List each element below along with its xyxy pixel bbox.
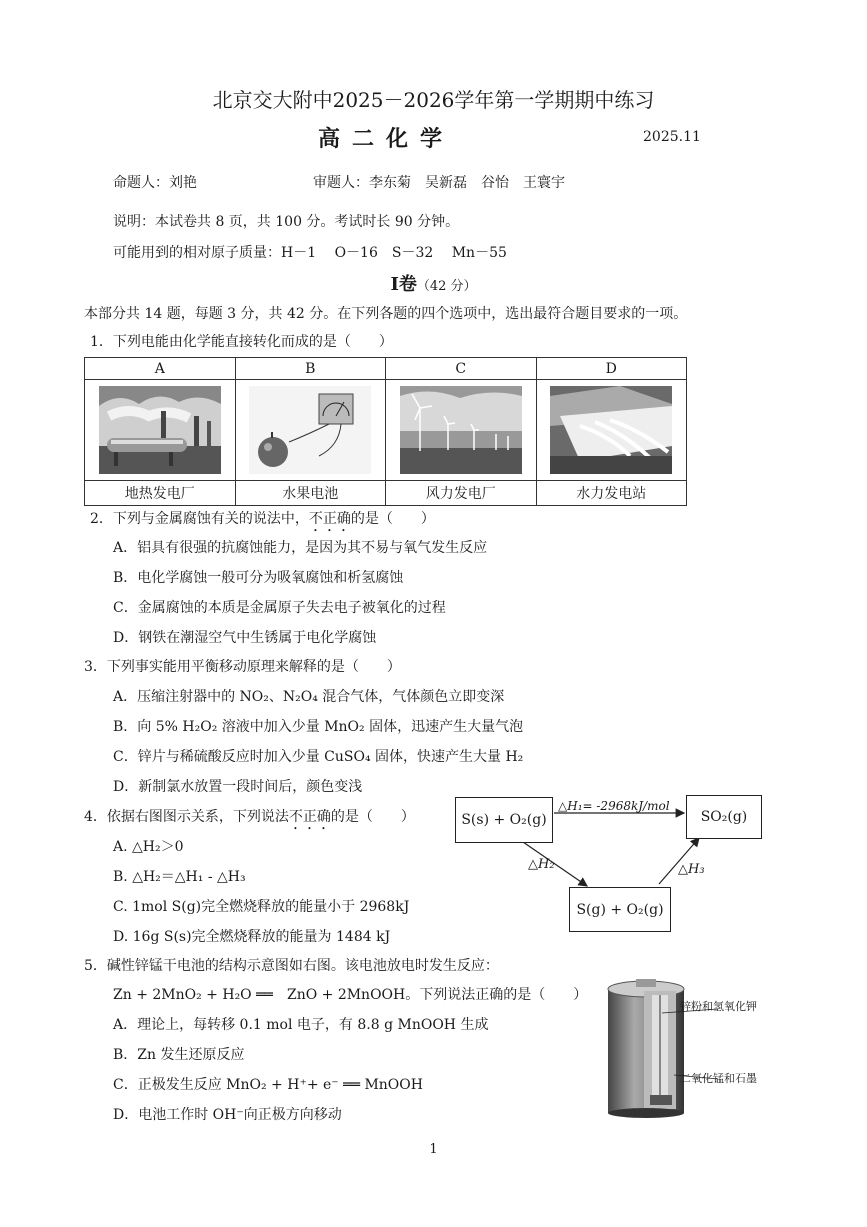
q3-option-b: B．向 5% H₂O₂ 溶液中加入少量 MnO₂ 固体，迅速产生大量气泡	[113, 719, 524, 735]
q5-stem: 5．碱性锌锰干电池的结构示意图如右图。该电池放电时发生反应：	[84, 958, 499, 974]
geothermal-plant-photo	[99, 386, 221, 474]
battery-cutaway-figure	[600, 977, 780, 1119]
fruit-battery-photo	[249, 386, 371, 474]
q1-label-a: 地热发电厂	[85, 481, 236, 506]
q1-label-c: 风力发电厂	[386, 481, 537, 506]
q4-stem-post: 的是（ ）	[330, 809, 415, 825]
q4-stem-emph: 不正确	[288, 809, 331, 825]
label-h3: △H₃	[678, 862, 705, 877]
atomic-masses: 可能用到的相对原子质量：H－1 O－16 S－32 Mn－55	[113, 245, 507, 261]
q4-option-a: A. △H₂＞0	[113, 839, 184, 855]
wind-farm-photo	[400, 386, 522, 474]
q1-photo-b-cell	[235, 380, 386, 481]
exam-date: 2025.11	[643, 129, 701, 145]
q1-photo-c-cell	[386, 380, 537, 481]
page-number: 1	[429, 1142, 438, 1157]
box-s-solid: S(s) + O₂(g)	[455, 797, 553, 843]
q3-option-c: C．锌片与稀硫酸反应时加入少量 CuSO₄ 固体，快速产生大量 H₂	[113, 749, 524, 765]
q5-equation: Zn + 2MnO₂ + H₂O ══ ZnO + 2MnOOH。下列说法正确的是（ ）	[113, 987, 588, 1003]
q1-letter-a: A	[85, 358, 236, 380]
q1-options-table	[84, 357, 687, 506]
label-h2: △H₂	[528, 857, 555, 872]
q2-stem	[90, 508, 435, 535]
q3-option-d: D．新制氯水放置一段时间后，颜色变浅	[113, 779, 363, 795]
q4-option-b: B. △H₂＝△H₁ - △H₃	[113, 869, 246, 885]
battery-label-bottom: 二氧化锰和石墨	[680, 1072, 757, 1085]
q5-option-a: A．理论上，每转移 0.1 mol 电子，有 8.8 g MnOOH 生成	[113, 1017, 489, 1033]
q3-stem: 3．下列事实能用平衡移动原理来解释的是（ ）	[84, 659, 401, 675]
q1-photo-a-cell	[85, 380, 236, 481]
q1-letter-d: D	[536, 358, 687, 380]
q4-option-d: D. 16g S(s)完全燃烧释放的能量为 1484 kJ	[113, 929, 391, 945]
arrow-h3	[659, 838, 699, 884]
q2-option-c: C．金属腐蚀的本质是金属原子失去电子被氧化的过程	[113, 600, 446, 616]
box-s-gas: S(g) + O₂(g)	[569, 887, 671, 932]
q5-option-d: D．电池工作时 OH⁻向正极方向移动	[113, 1107, 342, 1123]
q4-stem	[84, 806, 415, 833]
q2-option-d: D．钢铁在潮湿空气中生锈属于电化学腐蚀	[113, 630, 377, 646]
q1-letter-c: C	[386, 358, 537, 380]
exam-note: 说明：本试卷共 8 页，共 100 分。考试时长 90 分钟。	[113, 214, 460, 230]
q4-stem-pre: 4．依据右图图示关系，下列说法	[84, 809, 289, 825]
box-so2: SO₂(g)	[686, 795, 762, 839]
q1-label-b: 水果电池	[235, 481, 386, 506]
section-points: （42 分）	[416, 279, 477, 294]
q1-photo-d-cell	[536, 380, 687, 481]
q4-option-c: C. 1mol S(g)完全燃烧释放的能量小于 2968kJ	[113, 899, 410, 915]
section-header	[0, 270, 867, 296]
q2-option-b: B．电化学腐蚀一般可分为吸氧腐蚀和析氢腐蚀	[113, 570, 404, 586]
q1-stem: 1．下列电能由化学能直接转化而成的是（ ）	[90, 334, 393, 350]
section-name: I卷	[390, 274, 417, 295]
section-instructions: 本部分共 14 题，每题 3 分，共 42 分。在下列各题的四个选项中，选出最符合题目要求的一项。	[84, 306, 688, 322]
reviewer-line: 审题人：李东菊 吴新磊 谷怡 王寰宇	[313, 175, 565, 191]
q1-label-d: 水力发电站	[536, 481, 687, 506]
q2-option-a: A．铝具有很强的抗腐蚀能力，是因为其不易与氧气发生反应	[113, 540, 488, 556]
q2-stem-emph: 不正确	[308, 511, 351, 527]
q1-letter-b: B	[235, 358, 386, 380]
q2-stem-post: 的是（ ）	[350, 511, 435, 527]
q5-option-b: B．Zn 发生还原反应	[113, 1047, 245, 1063]
q5-option-c: C．正极发生反应 MnO₂ + H⁺+ e⁻ ══ MnOOH	[113, 1077, 423, 1093]
q2-stem-pre: 2．下列与金属腐蚀有关的说法中，	[90, 511, 309, 527]
q3-option-a: A．压缩注射器中的 NO₂、N₂O₄ 混合气体，气体颜色立即变深	[113, 689, 505, 705]
hydropower-dam-photo	[550, 386, 672, 474]
battery-label-top: 锌粉和氢氧化钾	[680, 1000, 757, 1013]
exam-title: 北京交大附中2025－2026学年第一学期期中练习	[212, 88, 655, 112]
label-h1: △H₁= -2968kJ/mol	[558, 799, 670, 813]
author-line: 命题人：刘艳	[113, 175, 197, 191]
subject-title: 高二化学	[318, 126, 455, 152]
